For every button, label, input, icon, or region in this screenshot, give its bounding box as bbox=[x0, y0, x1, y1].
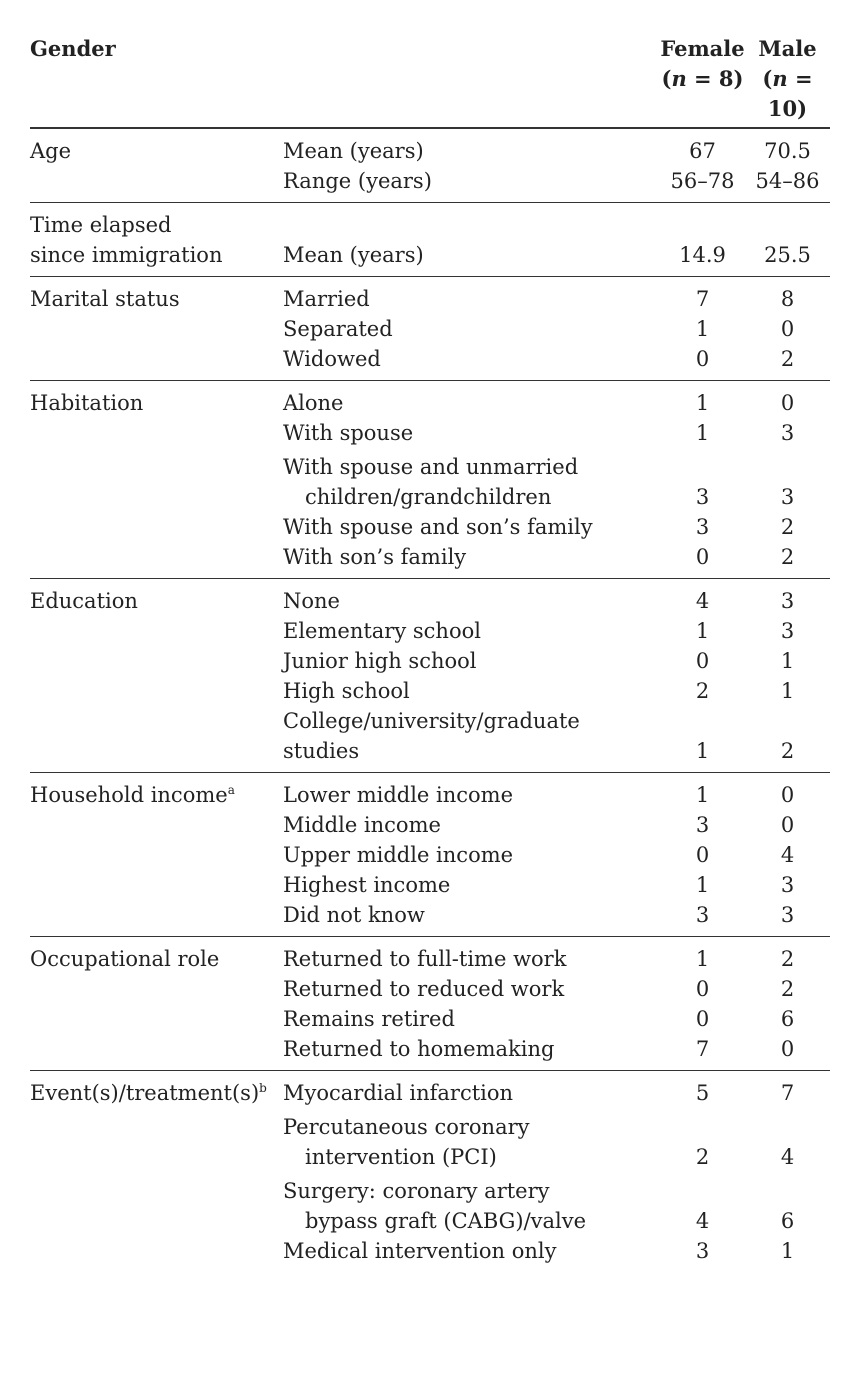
row-category bbox=[30, 166, 283, 203]
female-value: 5 bbox=[695, 1081, 710, 1105]
row-label: Widowed bbox=[283, 347, 381, 371]
male-value: 2 bbox=[780, 977, 795, 1001]
footnote-marker: b bbox=[259, 1081, 267, 1095]
table-row bbox=[30, 1034, 830, 1071]
row-label: Mean (years) bbox=[283, 243, 424, 267]
row-label-line: With spouse and unmarried bbox=[283, 455, 579, 479]
table-row bbox=[30, 1071, 830, 1109]
header-female-n: (n = 8) bbox=[661, 66, 744, 91]
row-label-line: children/grandchildren bbox=[305, 485, 552, 509]
table-header bbox=[30, 34, 830, 128]
header-male-n: (n = 10) bbox=[762, 66, 813, 121]
female-value: 2 bbox=[695, 679, 710, 703]
table-row bbox=[30, 937, 830, 975]
row-label: Junior high school bbox=[283, 649, 477, 673]
female-value: 0 bbox=[695, 977, 710, 1001]
row-label: Alone bbox=[283, 391, 344, 415]
male-value: 2 bbox=[780, 545, 795, 569]
table-row bbox=[30, 870, 830, 900]
female-value: 0 bbox=[695, 649, 710, 673]
row-label-line: Surgery: coronary artery bbox=[283, 1179, 550, 1203]
category-label: Habitation bbox=[30, 391, 144, 415]
table-row bbox=[30, 579, 830, 617]
table-row bbox=[30, 314, 830, 344]
male-value: 1 bbox=[780, 1239, 795, 1263]
row-category bbox=[30, 448, 283, 512]
table-group bbox=[30, 579, 830, 773]
row-label: Returned to homemaking bbox=[283, 1037, 555, 1061]
male-value: 7 bbox=[780, 1081, 795, 1105]
row-category bbox=[30, 810, 283, 840]
table-row bbox=[30, 646, 830, 676]
row-label: With spouse and son’s family bbox=[283, 515, 593, 539]
category-label: Occupational role bbox=[30, 947, 220, 971]
table-row bbox=[30, 900, 830, 937]
category-label: Education bbox=[30, 589, 138, 613]
header-blank bbox=[283, 34, 660, 128]
row-label bbox=[283, 448, 660, 512]
table-row bbox=[30, 974, 830, 1004]
row-label: Medical intervention only bbox=[283, 1239, 557, 1263]
category-label: Household income bbox=[30, 783, 228, 807]
table-group bbox=[30, 773, 830, 937]
table-row bbox=[30, 203, 830, 277]
female-value: 1 bbox=[695, 317, 710, 341]
row-category bbox=[30, 1004, 283, 1034]
female-value: 14.9 bbox=[679, 243, 726, 267]
table-row bbox=[30, 676, 830, 706]
table-row bbox=[30, 1004, 830, 1034]
male-value: 4 bbox=[780, 1145, 795, 1169]
male-value: 0 bbox=[780, 813, 795, 837]
row-category bbox=[30, 1034, 283, 1071]
table-row bbox=[30, 128, 830, 166]
row-label: College/university/graduate studies bbox=[283, 709, 580, 763]
male-value: 2 bbox=[780, 515, 795, 539]
footnote-marker: a bbox=[227, 783, 235, 797]
table-row bbox=[30, 810, 830, 840]
row-label: Returned to full-time work bbox=[283, 947, 567, 971]
row-category bbox=[30, 579, 283, 617]
table-row bbox=[30, 512, 830, 542]
table-row bbox=[30, 616, 830, 646]
table-row bbox=[30, 1108, 830, 1172]
row-label: With spouse bbox=[283, 421, 414, 445]
table-row bbox=[30, 1172, 830, 1236]
female-value: 4 bbox=[695, 589, 710, 613]
row-label: Elementary school bbox=[283, 619, 481, 643]
row-label: Married bbox=[283, 287, 370, 311]
table-row bbox=[30, 840, 830, 870]
female-value: 1 bbox=[695, 739, 710, 763]
header-male-label: Male bbox=[758, 36, 817, 61]
male-value: 2 bbox=[780, 347, 795, 371]
row-category bbox=[30, 1236, 283, 1272]
table-row bbox=[30, 418, 830, 448]
row-category bbox=[30, 706, 283, 773]
row-category bbox=[30, 381, 283, 419]
row-category bbox=[30, 900, 283, 937]
table-row bbox=[30, 448, 830, 512]
row-label: Middle income bbox=[283, 813, 441, 837]
male-value: 70.5 bbox=[764, 139, 811, 163]
table-row bbox=[30, 344, 830, 381]
female-value: 4 bbox=[695, 1209, 710, 1233]
row-label-line: intervention (PCI) bbox=[305, 1145, 497, 1169]
female-value: 0 bbox=[695, 545, 710, 569]
row-label: Separated bbox=[283, 317, 393, 341]
row-label: Mean (years) bbox=[283, 139, 424, 163]
female-value: 3 bbox=[695, 1239, 710, 1263]
female-value: 7 bbox=[695, 287, 710, 311]
category-label: Event(s)/treatment(s) bbox=[30, 1081, 260, 1105]
female-value: 3 bbox=[695, 813, 710, 837]
male-value: 54–86 bbox=[755, 169, 820, 193]
row-category bbox=[30, 773, 283, 811]
table-row bbox=[30, 277, 830, 315]
category-label: Marital status bbox=[30, 287, 180, 311]
female-value: 0 bbox=[695, 843, 710, 867]
male-value: 6 bbox=[780, 1209, 795, 1233]
row-category bbox=[30, 418, 283, 448]
row-category bbox=[30, 1071, 283, 1109]
header-male bbox=[745, 34, 830, 128]
male-value: 3 bbox=[780, 485, 795, 509]
row-category bbox=[30, 542, 283, 579]
row-label: Myocardial infarction bbox=[283, 1081, 514, 1105]
row-category bbox=[30, 203, 283, 277]
male-value: 3 bbox=[780, 873, 795, 897]
male-value: 4 bbox=[780, 843, 795, 867]
female-value: 2 bbox=[695, 1145, 710, 1169]
male-value: 3 bbox=[780, 903, 795, 927]
male-value: 0 bbox=[780, 783, 795, 807]
row-label-line: Percutaneous coronary bbox=[283, 1115, 530, 1139]
row-category bbox=[30, 937, 283, 975]
category-label: Age bbox=[30, 139, 72, 163]
female-value: 1 bbox=[695, 873, 710, 897]
demographics-table bbox=[30, 34, 830, 1272]
male-value: 2 bbox=[780, 947, 795, 971]
row-category bbox=[30, 314, 283, 344]
table-row bbox=[30, 381, 830, 419]
row-label: Range (years) bbox=[283, 169, 432, 193]
row-label: Lower middle income bbox=[283, 783, 514, 807]
male-value: 1 bbox=[780, 679, 795, 703]
male-value: 3 bbox=[780, 421, 795, 445]
female-value: 1 bbox=[695, 619, 710, 643]
row-label-line: bypass graft (CABG)/valve bbox=[305, 1209, 587, 1233]
female-value: 3 bbox=[695, 485, 710, 509]
male-value: 3 bbox=[780, 619, 795, 643]
male-value: 0 bbox=[780, 317, 795, 341]
row-category bbox=[30, 128, 283, 166]
female-value: 1 bbox=[695, 947, 710, 971]
female-value: 3 bbox=[695, 515, 710, 539]
row-label: Returned to reduced work bbox=[283, 977, 565, 1001]
row-category bbox=[30, 676, 283, 706]
row-category bbox=[30, 1108, 283, 1172]
male-value: 6 bbox=[780, 1007, 795, 1031]
row-label: Upper middle income bbox=[283, 843, 514, 867]
category-line: Time elapsed bbox=[30, 213, 172, 237]
row-category bbox=[30, 277, 283, 315]
female-value: 0 bbox=[695, 1007, 710, 1031]
female-value: 0 bbox=[695, 347, 710, 371]
male-value: 8 bbox=[780, 287, 795, 311]
table-group bbox=[30, 381, 830, 579]
header-female bbox=[660, 34, 745, 128]
male-value: 2 bbox=[780, 739, 795, 763]
row-label: Highest income bbox=[283, 873, 451, 897]
row-category bbox=[30, 840, 283, 870]
header-female-label: Female bbox=[660, 36, 745, 61]
table-row bbox=[30, 1236, 830, 1272]
row-label: None bbox=[283, 589, 340, 613]
female-value: 7 bbox=[695, 1037, 710, 1061]
female-value: 56–78 bbox=[670, 169, 735, 193]
category-line: since immigration bbox=[30, 243, 223, 267]
male-value: 0 bbox=[780, 1037, 795, 1061]
row-label bbox=[283, 1172, 660, 1236]
male-value: 25.5 bbox=[764, 243, 811, 267]
table-group bbox=[30, 277, 830, 381]
male-value: 0 bbox=[780, 391, 795, 415]
table-row bbox=[30, 773, 830, 811]
table-row bbox=[30, 706, 830, 773]
table-group bbox=[30, 203, 830, 277]
row-category bbox=[30, 1172, 283, 1236]
female-value: 1 bbox=[695, 391, 710, 415]
header-gender: Gender bbox=[30, 36, 116, 61]
row-category bbox=[30, 974, 283, 1004]
female-value: 1 bbox=[695, 783, 710, 807]
row-category bbox=[30, 344, 283, 381]
table-row bbox=[30, 542, 830, 579]
row-category bbox=[30, 512, 283, 542]
row-category bbox=[30, 616, 283, 646]
table-row bbox=[30, 166, 830, 203]
table-group bbox=[30, 128, 830, 203]
row-label bbox=[283, 1108, 660, 1172]
row-label: With son’s family bbox=[283, 545, 467, 569]
female-value: 67 bbox=[689, 139, 716, 163]
row-label: Did not know bbox=[283, 903, 425, 927]
female-value: 3 bbox=[695, 903, 710, 927]
male-value: 3 bbox=[780, 589, 795, 613]
row-category bbox=[30, 870, 283, 900]
row-category bbox=[30, 646, 283, 676]
female-value: 1 bbox=[695, 421, 710, 445]
row-label: High school bbox=[283, 679, 410, 703]
demographics-table-container bbox=[30, 34, 830, 1272]
table-group bbox=[30, 937, 830, 1071]
row-label: Remains retired bbox=[283, 1007, 455, 1031]
male-value: 1 bbox=[780, 649, 795, 673]
table-group bbox=[30, 1071, 830, 1273]
